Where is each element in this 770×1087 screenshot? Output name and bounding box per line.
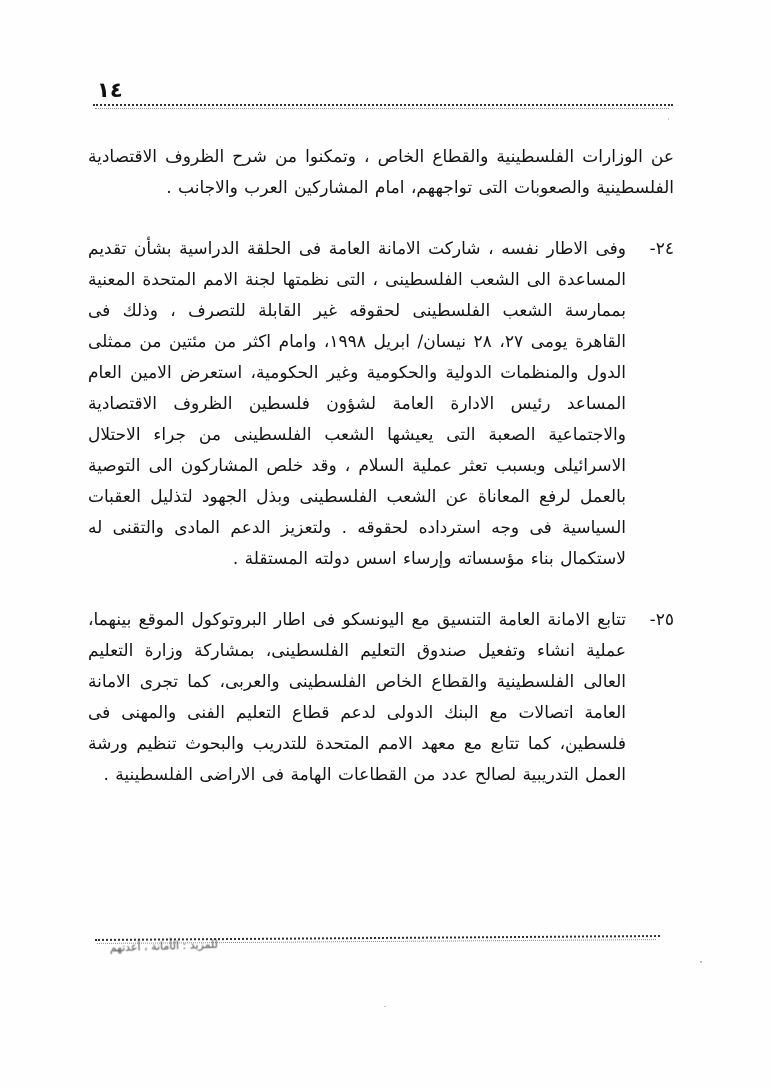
scan-speck — [384, 1006, 386, 1007]
intro-paragraph: عن الوزارات الفلسطينية والقطاع الخاص ، وتمكنوا من شرح الظروف الاقتصادية الفلسطينية والصعوبات التى تواجههم، امام المشاركين العرب والاجانب . — [88, 147, 674, 198]
numbered-paragraph — [88, 234, 674, 575]
scan-speck — [668, 118, 669, 120]
paragraph-text: وفى الاطار نفسه ، شاركت الامانة العامة فى الحلقة الدراسية بشأن تقديم المساعدة الى الشعب الفلسطينى ، التى نظمتها لجنة الامم المتحدة المعنية بممارسة الشعب الفلسطينى لحقوقه غير القابلة للتصرف ، وذلك فى القاهرة يومى ٢٧، ٢٨ نيسان/ ابريل ١٩٩٨، وامام اكثر من مئتين من ممثلى الدول والمنظمات الدولية والحكومية وغير الحكومية، استعرض الامين العام المساعد رئيس الادارة العامة لشؤون فلسطين الظروف الاقتصادية والاجتماعية الصعبة التى يعيشها الشعب الفلسطينى من جراء الاحتلال الاسرائيلى وبسبب تعثر عملية السلام ، وقد خلص المشاركون الى التوصية بالعمل لرفع المعاناة عن الشعب الفلسطينى وبذل الجهود لتذليل العقبات السياسية فى وجه استرداده لحقوقه . ولتعزيز الدعم المادى والتقنى له لاستكمال بناء مؤسساته وإرساء اسس دولته المستقلة . — [88, 239, 626, 569]
numbered-paragraph — [88, 605, 674, 791]
top-dotted-rule — [93, 104, 673, 106]
scan-speck — [700, 961, 702, 963]
page-number: ١٤ — [97, 78, 123, 102]
paragraph-text: تتابع الامانة العامة التنسيق مع اليونسكو فى اطار البروتوكول الموقع بينهما، عملية انشاء وتفعيل صندوق التعليم الفلسطينى، بمشاركة وزارة التعليم العالى الفلسطينية والقطاع الخاص الفلسطينى والعربى، كما تجرى الامانة العامة اتصالات مع البنك الدولى لدعم قطاع التعليم الفنى والمهنى فى فلسطين، كما تتابع مع معهد الامم المتحدة للتدريب والبحوث تنظيم ورشة العمل التدريبية لصالح عدد من القطاعات الهامة فى الاراضى الفلسطينية . — [88, 610, 626, 785]
paragraph-number: ٢٤- — [649, 239, 674, 259]
handwritten-note: للمزيد : الأمانة ، أعدتهم — [109, 937, 219, 955]
paragraph-number: ٢٥- — [649, 610, 674, 630]
document-body — [88, 142, 674, 821]
